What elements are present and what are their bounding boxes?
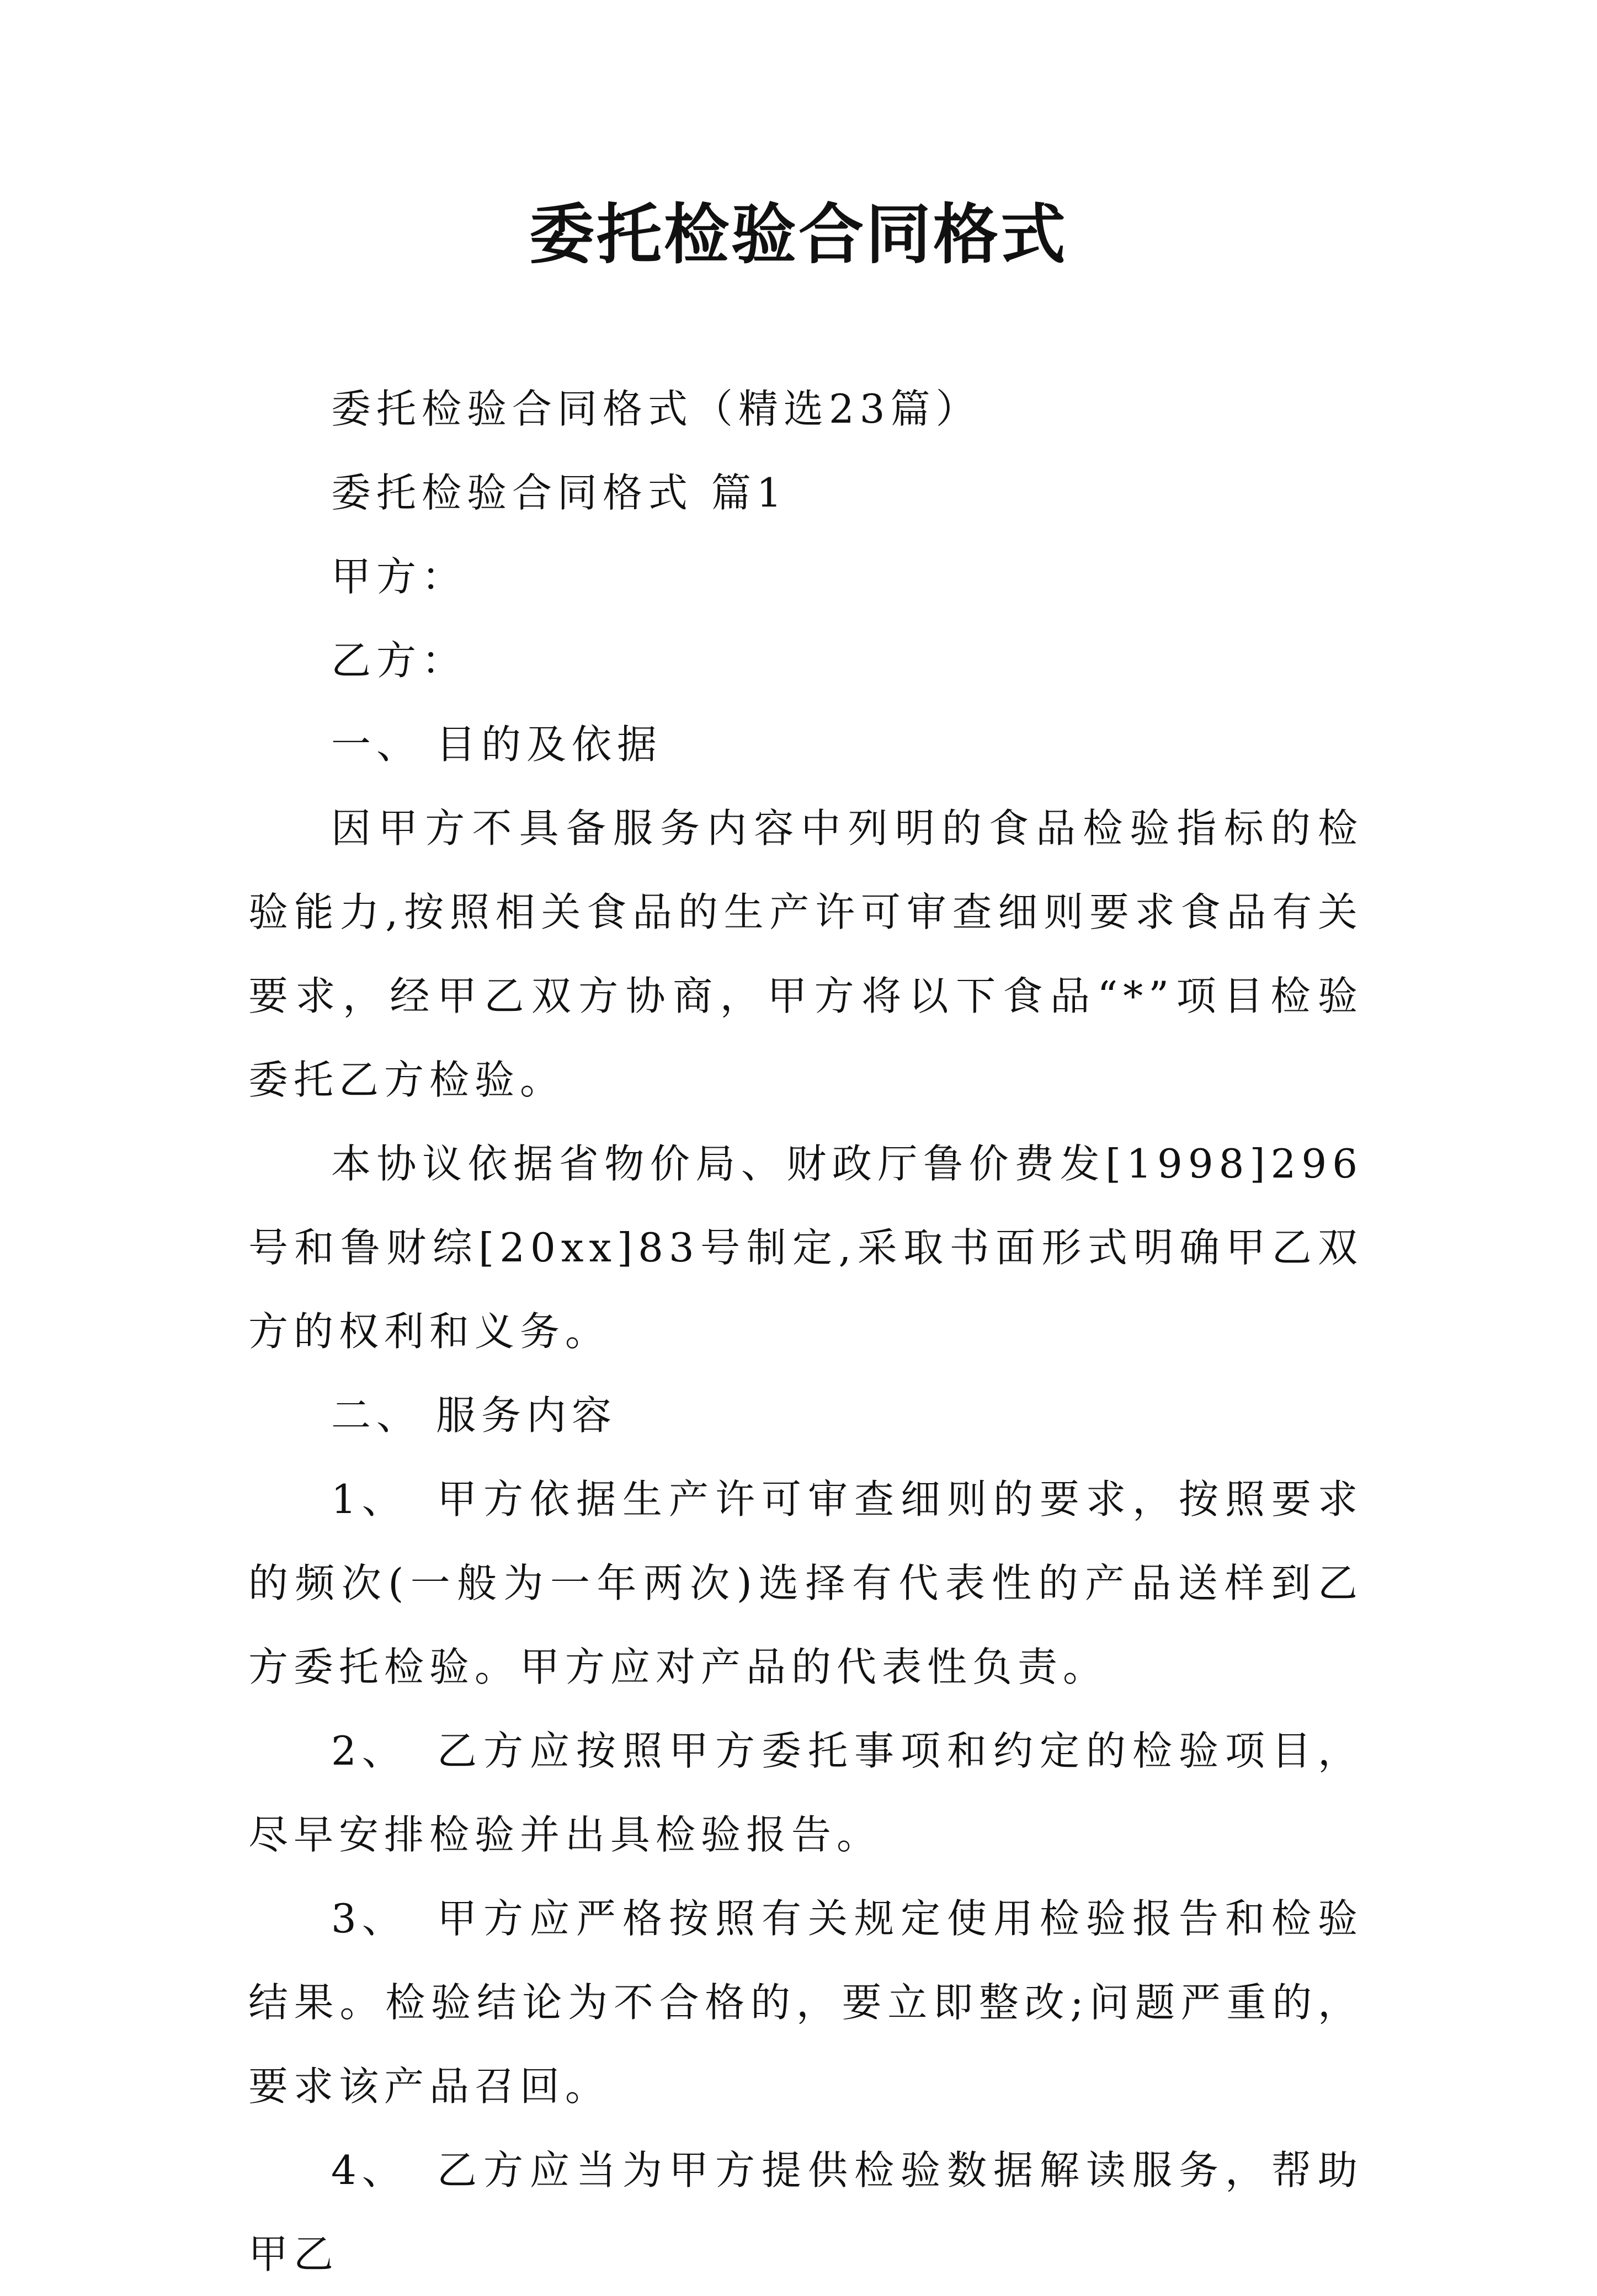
document-title: 委托检验合同格式 [529, 196, 1068, 273]
document-body [248, 367, 1363, 2296]
party-b-label: 乙方： [331, 637, 467, 684]
section-2-number: 二、 [331, 1392, 422, 1439]
service-item-text: 乙方应当为甲方提供检验数据解读服务，帮助甲乙 [248, 2147, 1363, 2277]
service-item-text: 甲方依据生产许可审查细则的要求，按照要求的频次(一般为一年两次)选择有代表性的产品送样到乙方委托检验。甲方应对产品的代表性负责。 [248, 1476, 1363, 1690]
section-2-heading [248, 1373, 1363, 1457]
service-item-number: 4、 [331, 2147, 407, 2193]
section-2-title: 服务内容 [436, 1392, 617, 1439]
document-subtitle: 委托检验合同格式（精选23篇） [331, 386, 981, 432]
service-item [248, 1709, 1363, 1877]
service-item-number: 2、 [331, 1728, 407, 1774]
paragraph-basis: 本协议依据省物价局、财政厅鲁价费发[1998]296号和鲁财综[20xx]83号制定,采取书面形式明确甲乙双方的权利和义务。 [248, 1141, 1363, 1355]
service-item-number: 1、 [331, 1476, 407, 1522]
service-item-text: 甲方应严格按照有关规定使用检验报告和检验结果。检验结论为不合格的，要立即整改;问题严重的，要求该产品召回。 [248, 1895, 1363, 2109]
service-item [248, 1877, 1363, 2128]
service-item [248, 2128, 1363, 2296]
service-item-text: 乙方应按照甲方委托事项和约定的检验项目，尽早安排检验并出具检验报告。 [248, 1728, 1363, 1858]
section-1-title: 目的及依据 [436, 721, 663, 768]
service-item [248, 1457, 1363, 1709]
paragraph-purpose: 因甲方不具备服务内容中列明的食品检验指标的检验能力,按照相关食品的生产许可审查细则要求食品有关要求，经甲乙双方协商，甲方将以下食品“*”项目检验委托乙方检验。 [248, 805, 1363, 1103]
party-a-label: 甲方： [331, 553, 467, 600]
service-item-number: 3、 [331, 1895, 407, 1942]
section-1-number: 一、 [331, 721, 422, 768]
section-heading: 委托检验合同格式 篇1 [331, 470, 787, 516]
section-1-heading [248, 702, 1363, 786]
